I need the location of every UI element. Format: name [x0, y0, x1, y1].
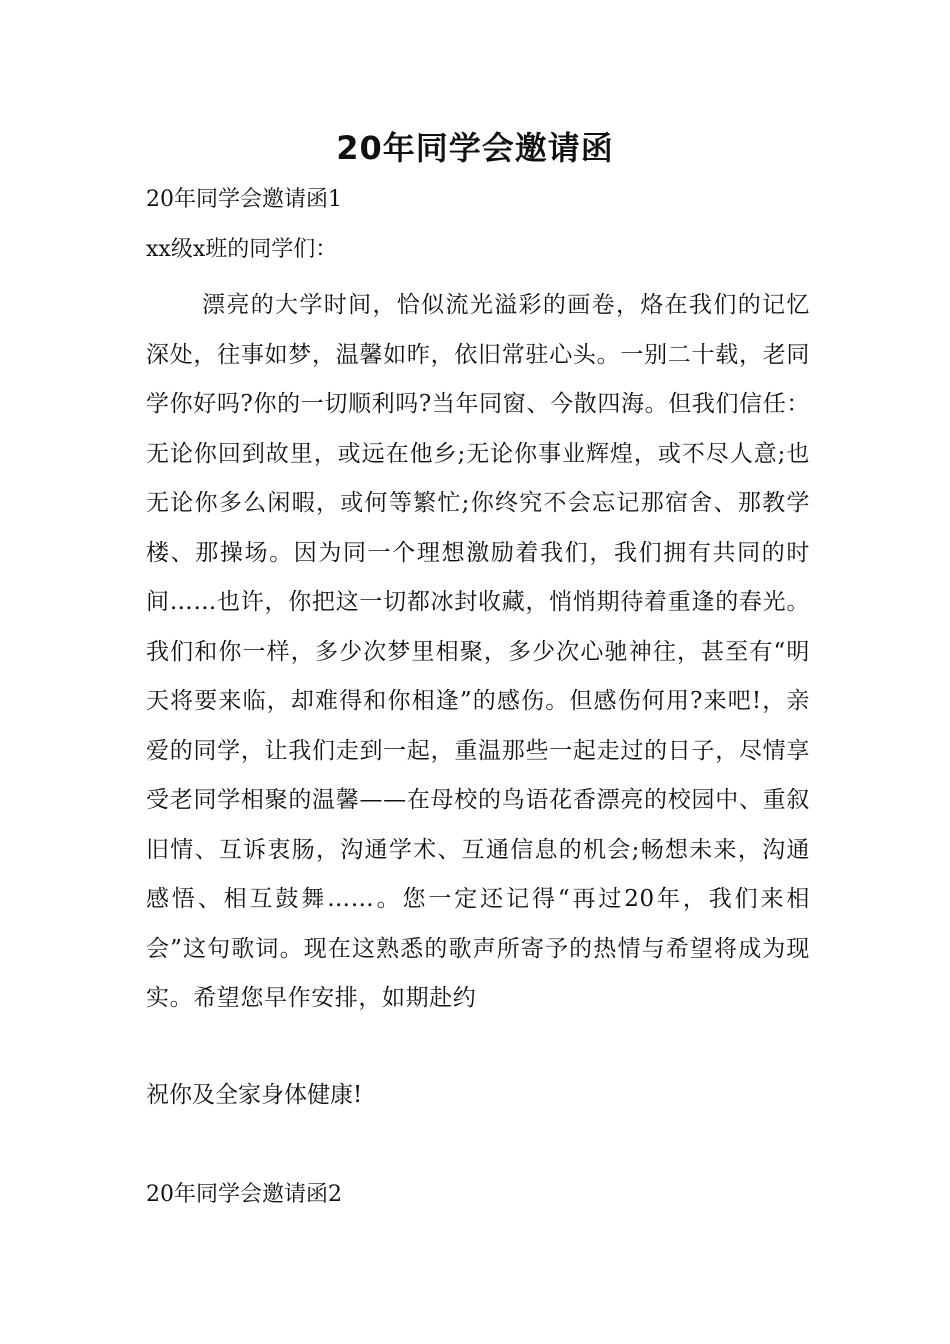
closing-line: 祝你及全家身体健康!: [146, 1082, 363, 1108]
body-paragraph: 漂亮的大学时间，恰似流光溢彩的画卷，烙在我们的记忆深处，往事如梦，温馨如昨，依旧常驻心头。一别二十载，老同学你好吗?你的一切顺利吗?当年同窗、今散四海。但我们信任：无论你回到故里，或远在他乡;无论你事业辉煌，或不尽人意;也无论你多么闲暇，或何等繁忙;你终究不会忘记那宿舍、那教学楼、那操场。因为同一个理想激励着我们，我们拥有共同的时间……也许，你把这一切都冰封收藏，悄悄期待着重逢的春光。我们和你一样，多少次梦里相聚，多少次心驰神往，甚至有“明天将要来临，却难得和你相逢”的感伤。但感伤何用?来吧!，亲爱的同学，让我们走到一起，重温那些一起走过的日子，尽情享受老同学相聚的温馨——在母校的鸟语花香漂亮的校园中、重叙旧情、互诉衷肠，沟通学术、互通信息的机会;畅想未来，沟通感悟、相互鼓舞……。您一定还记得“再过20年，我们来相会”这句歌词。现在这熟悉的歌声所寄予的热情与希望将成为现实。希望您早作安排，如期赴约: [146, 292, 810, 1011]
salutation: xx级x班的同学们：: [146, 237, 338, 262]
section-heading-2: 20年同学会邀请函2: [146, 1182, 342, 1207]
document-title: 20年同学会邀请函: [336, 129, 614, 167]
section-heading-1: 20年同学会邀请函1: [146, 187, 342, 212]
body-paragraph-container: [146, 281, 810, 1024]
